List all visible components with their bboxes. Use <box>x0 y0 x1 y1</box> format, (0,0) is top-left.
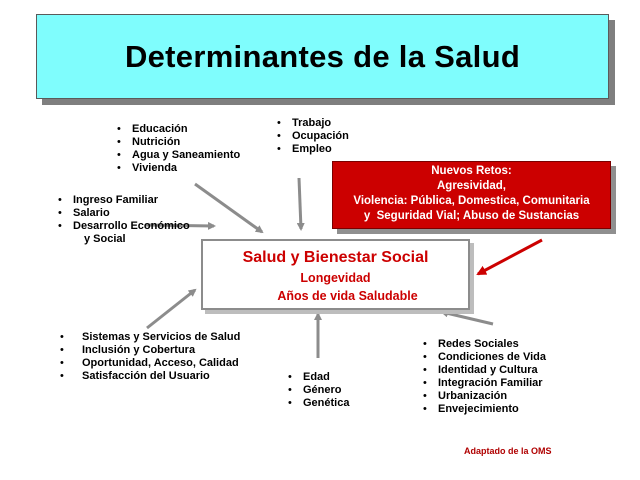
group-social <box>423 338 546 416</box>
arrow-work <box>299 178 301 229</box>
list-item: • Genética <box>288 397 349 410</box>
list-item: • Agua y Saneamiento <box>117 149 240 162</box>
center-line-longevidad: Longevidad <box>300 271 371 285</box>
list-item: • Empleo <box>277 143 349 156</box>
retos-line: Violencia: Pública, Domestica, Comunitaria <box>353 195 590 207</box>
page-title: Determinantes de la Salud <box>124 38 521 74</box>
retos-box <box>332 161 611 229</box>
list-item: • Trabajo <box>277 117 349 130</box>
list-item: • Oportunidad, Acceso, Calidad <box>60 357 240 370</box>
list-item: • Ocupación <box>277 130 349 143</box>
list-item: • Vivienda <box>117 162 240 175</box>
center-box <box>201 239 470 310</box>
list-item: • Género <box>288 384 349 397</box>
center-title: Salud y Bienestar Social <box>242 249 429 266</box>
arrow-social <box>442 312 493 324</box>
list-item: • Desarrollo Económico <box>58 220 190 233</box>
list-item: • Condiciones de Vida <box>423 351 546 364</box>
group-education <box>117 123 240 175</box>
retos-line: Nuevos Retos: <box>431 165 512 177</box>
arrow-retos <box>478 240 542 274</box>
list-item: • Edad <box>288 371 349 384</box>
list-item: • Nutrición <box>117 136 240 149</box>
arrow-health-services <box>147 290 195 328</box>
group-biology <box>288 371 349 410</box>
list-item: • Salario <box>58 207 190 220</box>
list-item: • Ingreso Familiar <box>58 194 190 207</box>
retos-line: Agresividad, <box>436 180 507 192</box>
list-item: y Social <box>84 233 126 245</box>
group-income <box>58 194 190 246</box>
retos-line: y Seguridad Vial; Abuso de Sustancias <box>363 210 580 222</box>
center-line-anos: Años de vida Saludable <box>277 289 418 303</box>
credit-text: Adaptado de la OMS <box>464 446 552 456</box>
list-item: • Redes Sociales <box>423 338 546 351</box>
group-health-services <box>60 331 240 383</box>
list-item: • Envejecimiento <box>423 403 546 416</box>
list-item: • Inclusión y Cobertura <box>60 344 240 357</box>
list-item: • Identidad y Cultura <box>423 364 546 377</box>
list-item: • Urbanización <box>423 390 546 403</box>
list-item: • Educación <box>117 123 240 136</box>
list-item: • Integración Familiar <box>423 377 546 390</box>
list-item: • Satisfacción del Usuario <box>60 370 240 383</box>
group-work <box>277 117 349 156</box>
list-item: • Sistemas y Servicios de Salud <box>60 331 240 344</box>
